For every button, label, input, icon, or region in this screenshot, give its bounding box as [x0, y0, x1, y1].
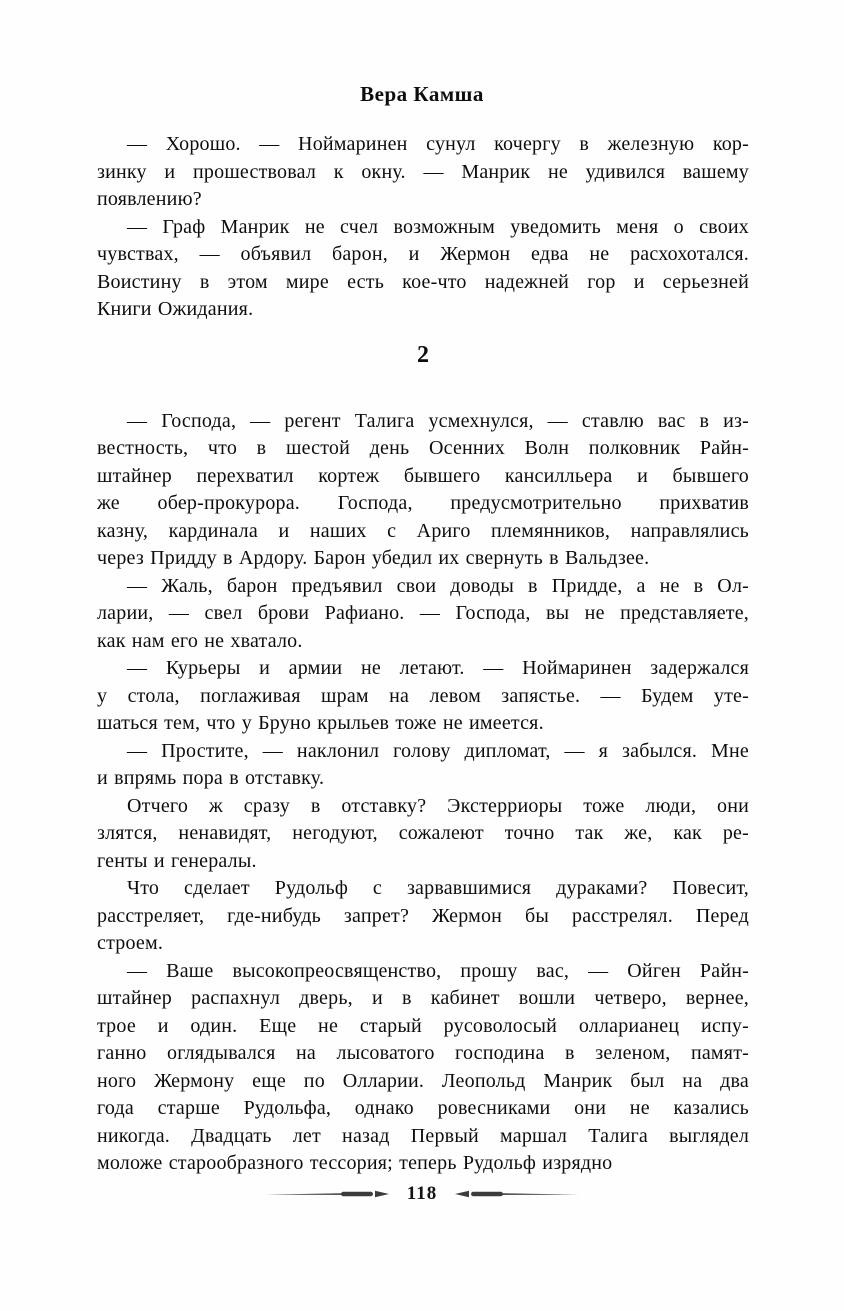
text-line: казну, кардинала и наших с Ариго племянников, направлялись: [97, 519, 749, 542]
text-line: вестность, что в шестой день Осенних Волн полковник Райн-: [97, 437, 749, 459]
text-line: и впрямь пора в отставку.: [97, 767, 325, 789]
text-line: трое и один. Еще не старый русоволосый олларианец испу-: [97, 1014, 749, 1037]
text-line: злятся, ненавидят, негодуют, сожалеют точно так же, как ре-: [97, 822, 749, 844]
text-line: штайнер распахнул дверь, и в кабинет вошли четверо, вернее,: [97, 987, 749, 1009]
text-line: генты и генералы.: [97, 849, 257, 872]
text-line: через Придду в Ардору. Барон убедил их свернуть в Вальдзее.: [97, 547, 650, 569]
text-line: — Курьеры и армии не летают. — Ноймаринен задержался: [127, 657, 749, 679]
text-line: Отчего ж сразу в отставку? Экстерриоры тоже люди, они: [127, 794, 749, 817]
text-line: у стола, поглаживая шрам на левом запястье. — Будем уте-: [97, 684, 749, 707]
paragraph: [97, 655, 749, 738]
footer-rule-left-icon: [265, 1188, 397, 1200]
text-line: строем.: [97, 932, 164, 954]
page-number: 118: [406, 1183, 438, 1204]
text-line: Воистину в этом мире есть кое-что надежней гор и серьезней: [97, 270, 749, 293]
text-line: Книги Ожидания.: [97, 298, 254, 320]
text-line: зинку и прошествовал к окну. — Манрик не удивился вашему: [97, 160, 749, 183]
text-line: — Хорошо. — Ноймаринен сунул кочергу в железную кор-: [127, 133, 749, 155]
paragraph: [97, 793, 749, 876]
paragraph: [97, 738, 749, 793]
page-text: [97, 131, 749, 1178]
text-line: как нам его не хватало.: [97, 629, 303, 652]
page-footer: [0, 1183, 844, 1205]
text-line: расстреляет, где-нибудь запрет? Жермон бы расстрелял. Перед: [97, 904, 749, 927]
footer-rule-right-icon: [447, 1188, 579, 1200]
paragraph: [97, 958, 749, 1178]
text-line: никогда. Двадцать лет назад Первый маршал Талига выглядел: [97, 1124, 749, 1147]
running-header: Вера Камша: [360, 82, 484, 106]
text-line: ларии, — свел брови Рафиано. — Господа, вы не представляете,: [97, 602, 749, 624]
text-line: же обер-прокурора. Господа, предусмотрительно прихватив: [97, 492, 749, 514]
paragraph: [97, 408, 749, 573]
text-line: шаться тем, что у Бруно крыльев тоже не имеется.: [97, 712, 544, 734]
paragraph: [97, 573, 749, 656]
text-line: — Жаль, барон предъявил свои доводы в Придде, а не в Ол-: [127, 574, 749, 597]
text-line: ного Жермону еще по Олларии. Леопольд Манрик был на два: [97, 1069, 749, 1092]
text-line: появлению?: [97, 188, 202, 210]
text-line: Что сделает Рудольф с зарвавшимися дураками? Повесит,: [127, 877, 749, 899]
text-line: года старше Рудольфа, однако ровесниками они не казались: [97, 1097, 749, 1119]
text-line: — Простите, — наклонил голову дипломат, — я забылся. Мне: [127, 739, 749, 762]
paragraph: [97, 875, 749, 958]
text-line: ганно оглядывался на лысоватого господина в зеленом, памят-: [97, 1042, 749, 1064]
text-line: — Ваше высокопреосвященство, прошу вас, — Ойген Райн-: [127, 959, 749, 982]
text-line: — Господа, — регент Талига усмехнулся, — ставлю вас в из-: [127, 409, 749, 432]
text-line: — Граф Манрик не счел возможным уведомить меня о своих: [127, 215, 749, 238]
text-line: чувствах, — объявил барон, и Жермон едва не расхохотался.: [97, 243, 749, 265]
paragraph: [97, 214, 749, 324]
text-line: моложе старообразного тессория; теперь Рудольф изрядно: [97, 1152, 613, 1174]
text-line: штайнер перехватил кортеж бывшего кансилльера и бывшего: [97, 464, 749, 487]
paragraph: [97, 131, 749, 214]
section-number: 2: [417, 341, 429, 368]
